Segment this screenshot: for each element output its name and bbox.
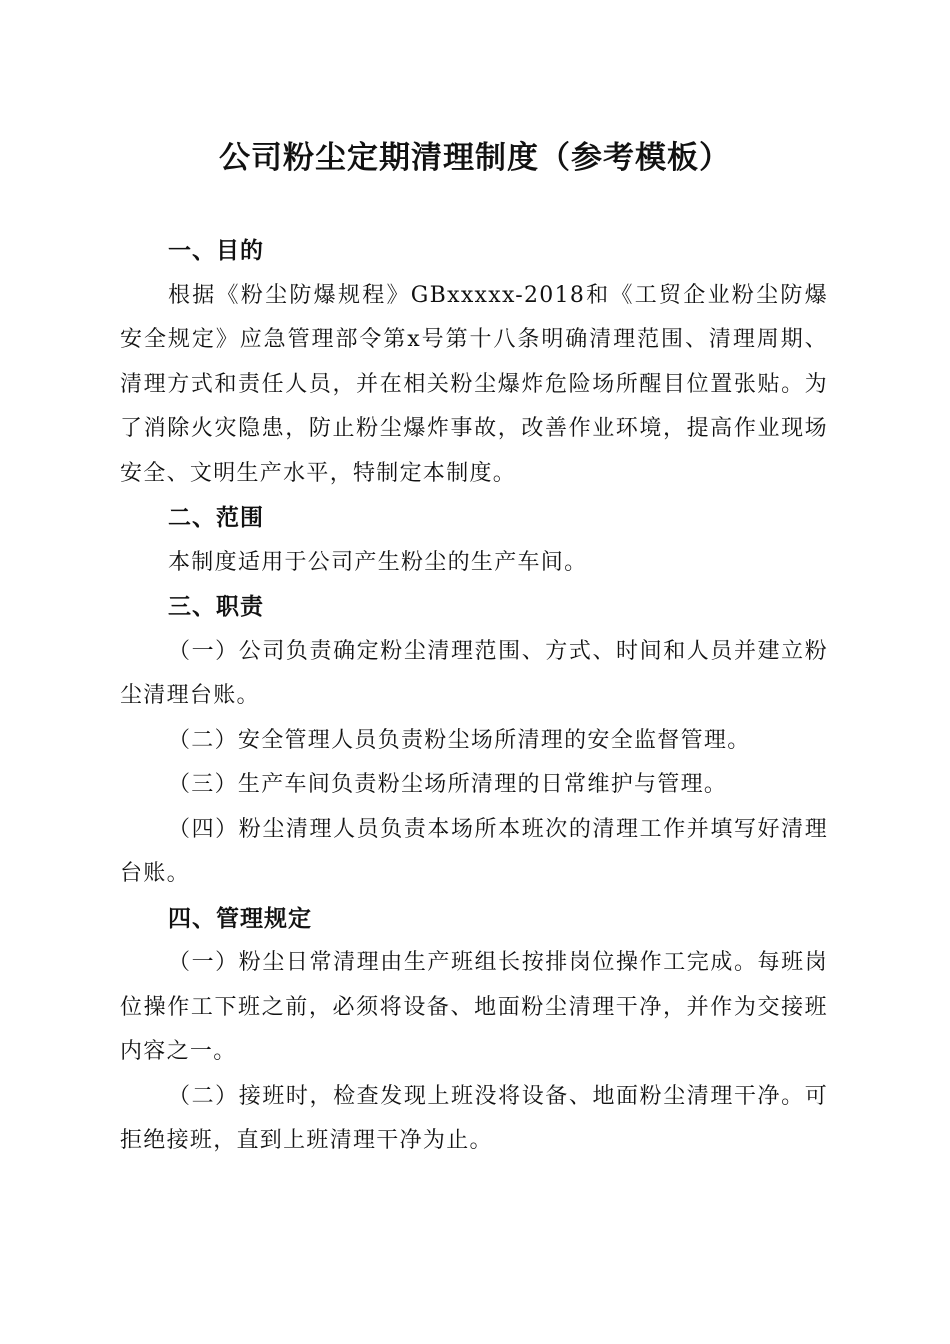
document-body — [120, 229, 828, 1164]
duty-item-1: （一）公司负责确定粉尘清理范围、方式、时间和人员并建立粉尘清理台账。 — [120, 638, 828, 708]
section-heading-purpose: 一、目的 — [168, 238, 264, 264]
scope-paragraph: 本制度适用于公司产生粉尘的生产车间。 — [168, 549, 588, 575]
duty-item-4: （四）粉尘清理人员负责本场所本班次的清理工作并填写好清理台账。 — [120, 816, 828, 886]
purpose-paragraph: 根据《粉尘防爆规程》GBxxxxx-2018和《工贸企业粉尘防爆安全规定》应急管理部令第x号第十八条明确清理范围、清理周期、清理方式和责任人员，并在相关粉尘爆炸危险场所醒目位置张贴。为了消除火灾隐患，防止粉尘爆炸事故，改善作业环境，提高作业现场安全、文明生产水平，特制定本制度。 — [120, 282, 828, 486]
rule-item-1: （一）粉尘日常清理由生产班组长按排岗位操作工完成。每班岗位操作工下班之前，必须将设备、地面粉尘清理干净，并作为交接班内容之一。 — [120, 950, 828, 1064]
duty-item-3: （三）生产车间负责粉尘场所清理的日常维护与管理。 — [168, 772, 728, 797]
section-heading-scope: 二、范围 — [168, 505, 264, 531]
rule-item-2: （二）接班时，检查发现上班没将设备、地面粉尘清理干净。可拒绝接班，直到上班清理干净为止。 — [120, 1083, 828, 1153]
section-heading-duties: 三、职责 — [168, 594, 264, 620]
section-heading-rules: 四、管理规定 — [168, 905, 312, 932]
duty-item-2: （二）安全管理人员负责粉尘场所清理的安全监督管理。 — [168, 727, 751, 753]
document-title: 公司粉尘定期清理制度（参考模板） — [219, 140, 731, 176]
